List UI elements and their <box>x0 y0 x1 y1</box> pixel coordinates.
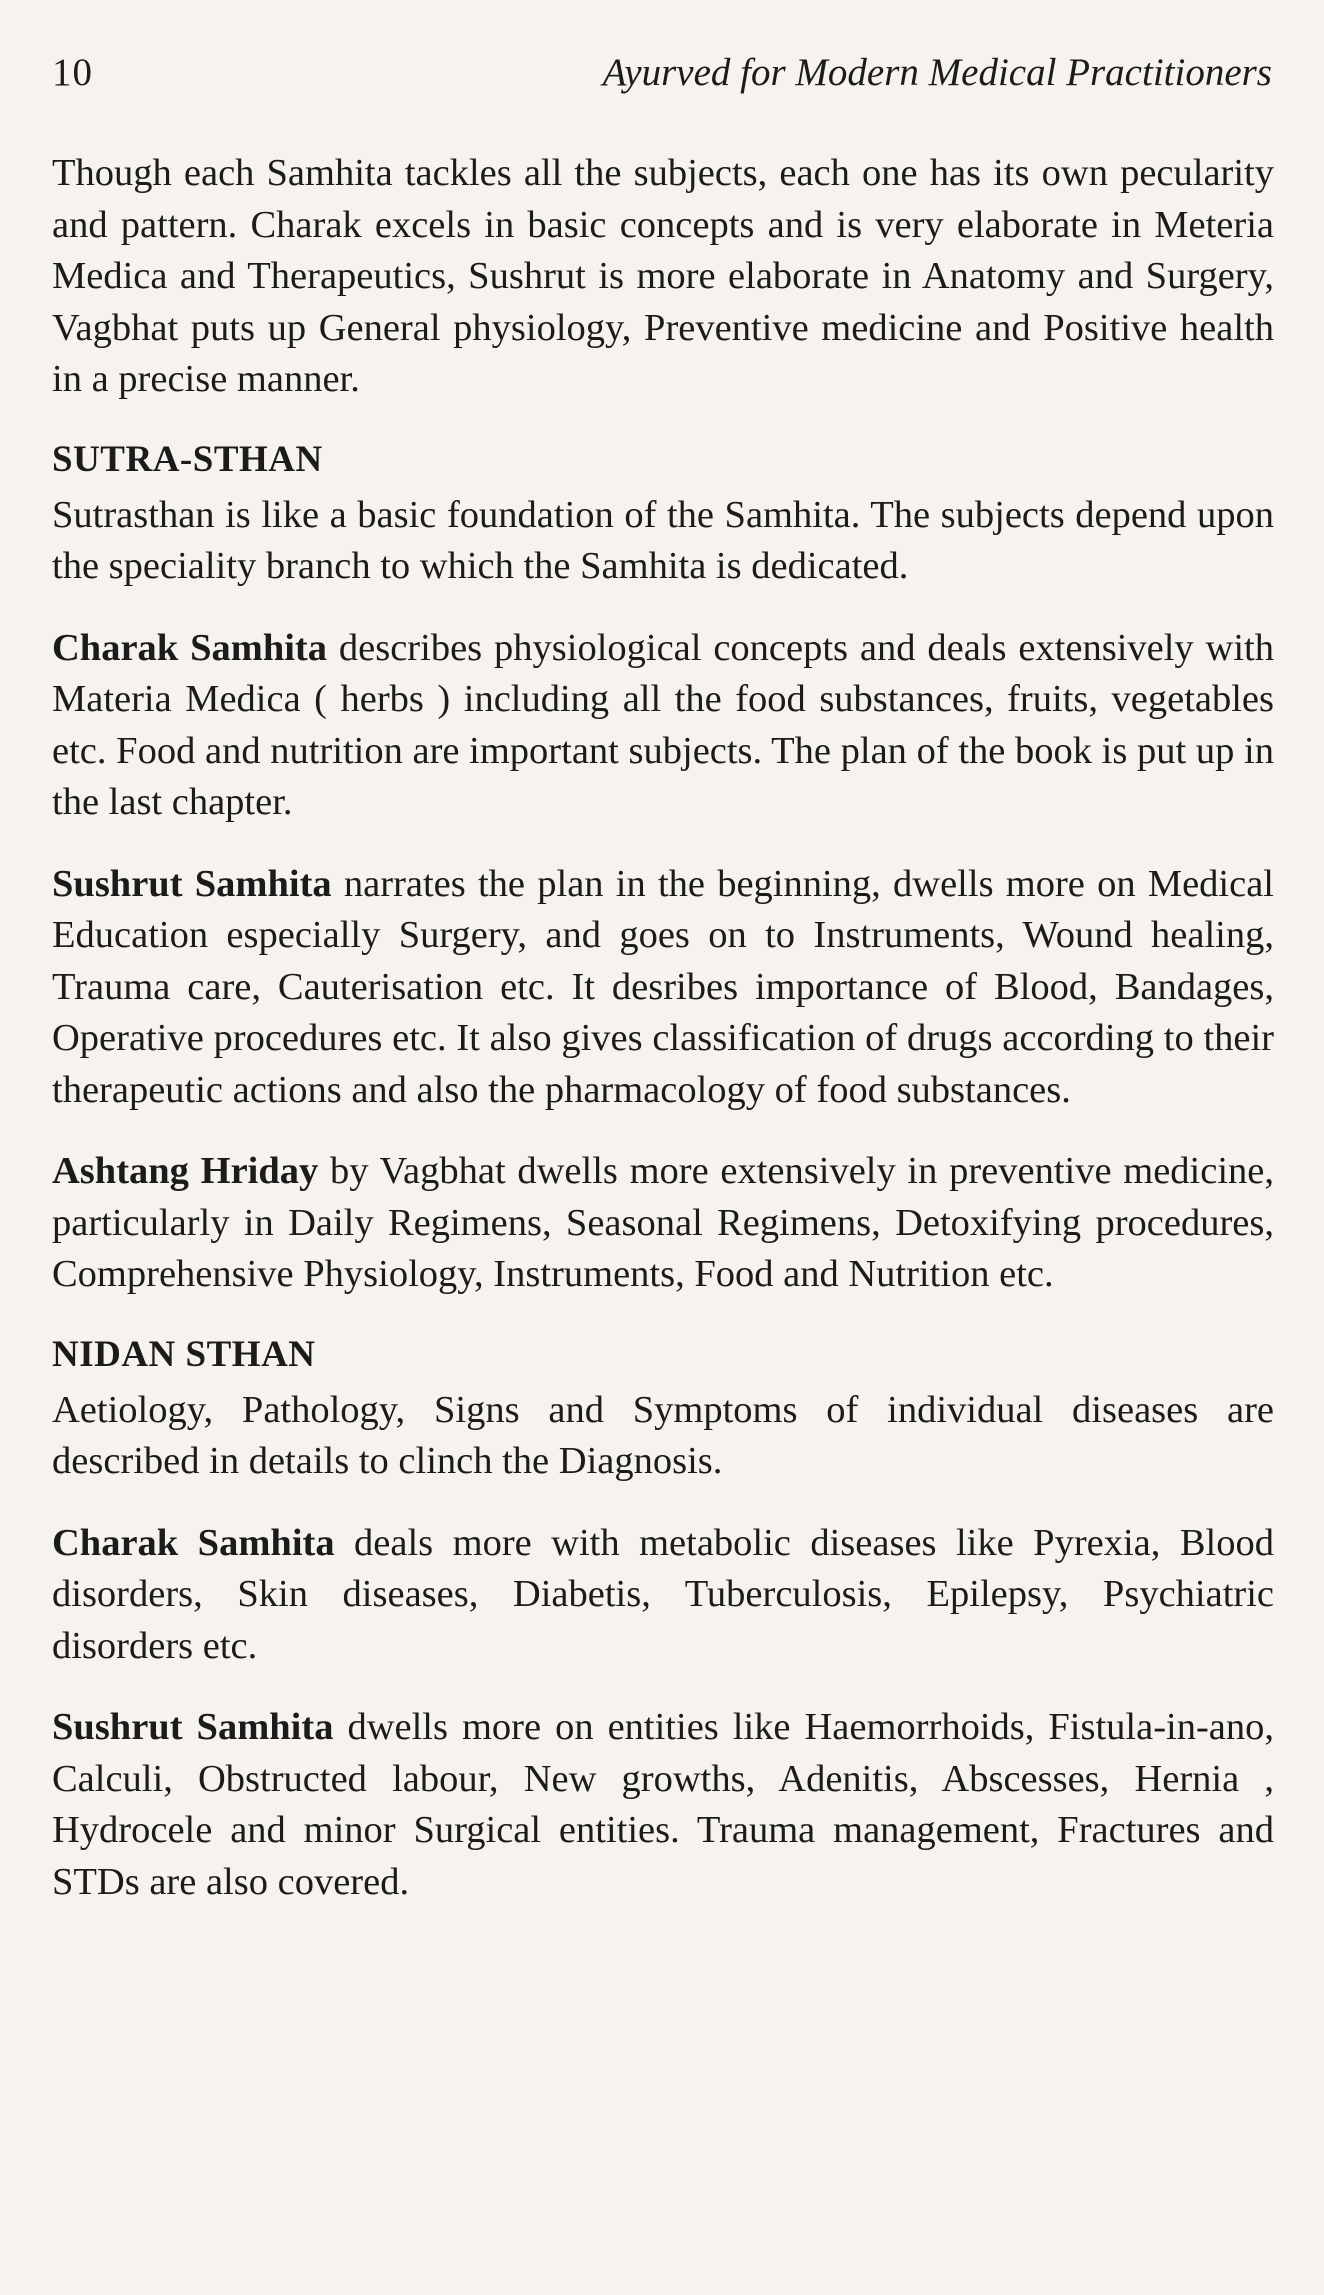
sutra-charak-text: describes physiological concepts and deals extensively with Materia Medica ( herbs ) including all the food substances, fruits, vegetables etc. Food and nutrition are important subjects. The plan of the book is put up in the last chapter. <box>52 626 1274 823</box>
nidan-sushrut-paragraph <box>52 1702 1274 1908</box>
sutra-ashtang-lead: Ashtang Hriday <box>52 1150 319 1192</box>
sutra-ashtang-paragraph <box>52 1146 1274 1301</box>
nidan-sushrut-lead: Sushrut Samhita <box>52 1706 334 1748</box>
sutra-sthan-heading: SUTRA-STHAN <box>52 438 323 480</box>
nidan-charak-lead: Charak Samhita <box>52 1521 335 1564</box>
nidan-charak-paragraph <box>52 1518 1274 1673</box>
intro-paragraph: Though each Samhita tackles all the subjects, each one has its own pecularity and pattern. Charak excels in basic concepts and is very elaborate in Meteria Medica and Therapeutics, Sushrut is more elaborate in Anatomy and Surgery, Vagbhat puts up General physiology, Preventive medicine and Positive health in a precise manner. <box>52 152 1274 400</box>
running-header <box>52 50 1274 96</box>
sutra-sushrut-text: narrates the plan in the beginning, dwells more on Medical Education especially Surgery, and goes on to Instruments, Wound healing, Trauma care, Cauterisation etc. It desribes importance of Blood, Bandages, Operative procedures etc. It also gives classification of drugs according to their therapeutic actions and also the pharmacology of food substances. <box>52 862 1274 1111</box>
sutra-charak-lead: Charak Samhita <box>52 626 328 669</box>
sutra-charak-paragraph <box>52 623 1274 829</box>
book-title: Ayurved for Modern Medical Practitioners <box>602 51 1272 94</box>
nidan-sthan-heading: NIDAN STHAN <box>52 1333 316 1375</box>
page-number: 10 <box>52 51 93 94</box>
sutra-sthan-intro: Sutrasthan is like a basic foundation of the Samhita. The subjects depend upon the speciality branch to which the Samhita is dedicated. <box>52 493 1274 587</box>
nidan-charak-text: deals more with metabolic diseases like Pyrexia, Blood disorders, Skin diseases, Diabetis, Tuberculosis, Epilepsy, Psychiatric disorders etc. <box>52 1521 1274 1667</box>
nidan-sushrut-text: dwells more on entities like Haemorrhoids, Fistula-in-ano, Calculi, Obstructed labour, New growths, Adenitis, Abscesses, Hernia , Hydrocele and minor Surgical entities. Trauma management, Fractures and STDs are also covered. <box>52 1706 1274 1903</box>
sutra-sushrut-lead: Sushrut Samhita <box>52 862 332 905</box>
sutra-sushrut-paragraph <box>52 859 1274 1117</box>
nidan-sthan-intro: Aetiology, Pathology, Signs and Symptoms of individual diseases are described in details to clinch the Diagnosis. <box>52 1388 1274 1482</box>
sutra-ashtang-text: by Vagbhat dwells more extensively in preventive medicine, particularly in Daily Regimens, Seasonal Regimens, Detoxifying procedures, Comprehensive Physiology, Instruments, Food and Nutrition etc. <box>52 1150 1274 1295</box>
